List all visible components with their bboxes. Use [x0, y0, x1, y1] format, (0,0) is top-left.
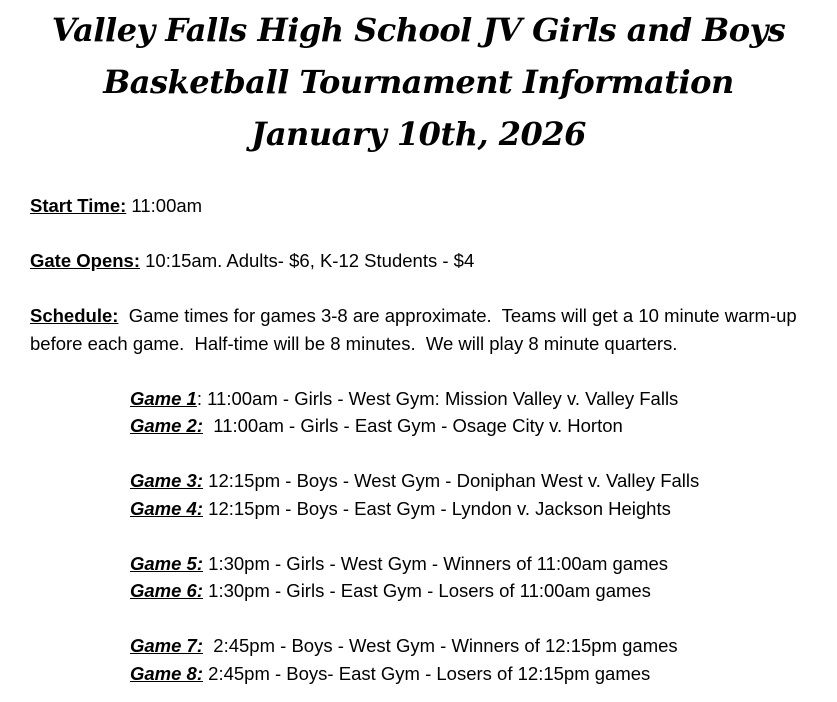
game-label: Game 5: — [130, 553, 204, 574]
start-time-label: Start Time: — [30, 195, 127, 216]
game-row-7 — [130, 632, 678, 660]
game-row-5 — [130, 550, 668, 578]
game-label: Game 1 — [130, 388, 197, 409]
gate-opens-value: 10:15am. Adults- $6, K-12 Students - $4 — [140, 250, 475, 271]
game-label: Game 6: — [130, 580, 204, 601]
game-row-6 — [130, 577, 651, 605]
game-details: 1:30pm - Girls - East Gym - Losers of 11:00am games — [203, 580, 651, 601]
game-row-2 — [130, 412, 623, 440]
schedule-text: Game times for games 3-8 are approximate. Teams will get a 10 minute warm-up before each game. Half-time will be 8 minutes. We will play 8 minute quarters. — [30, 305, 802, 354]
start-time-line — [30, 192, 810, 220]
title-line-1: Valley Falls High School JV Girls and Boys — [51, 11, 786, 49]
game-label: Game 7: — [130, 635, 204, 656]
game-label: Game 2: — [130, 415, 204, 436]
game-details: 2:45pm - Boys - West Gym - Winners of 12:15pm games — [203, 635, 678, 656]
game-label: Game 8: — [130, 663, 204, 684]
game-details: 12:15pm - Boys - West Gym - Doniphan West v. Valley Falls — [203, 470, 700, 491]
game-label: Game 3: — [130, 470, 204, 491]
game-row-8 — [130, 660, 650, 688]
game-details: 2:45pm - Boys- East Gym - Losers of 12:15pm games — [203, 663, 651, 684]
game-row-1 — [130, 385, 678, 413]
game-label: Game 4: — [130, 498, 204, 519]
schedule-paragraph — [30, 302, 810, 357]
schedule-label: Schedule: — [30, 305, 119, 326]
game-details: 1:30pm - Girls - West Gym - Winners of 11:00am games — [203, 553, 669, 574]
game-row-3 — [130, 467, 699, 495]
game-details: 12:15pm - Boys - East Gym - Lyndon v. Jackson Heights — [203, 498, 671, 519]
title-line-2: Basketball Tournament Information — [103, 63, 734, 101]
title-line-3: January 10th, 2026 — [251, 115, 586, 153]
game-details: 11:00am - Girls - East Gym - Osage City v. Horton — [203, 415, 623, 436]
game-details: : 11:00am - Girls - West Gym: Mission Valley v. Valley Falls — [196, 388, 679, 409]
gate-opens-label: Gate Opens: — [30, 250, 140, 271]
gate-opens-line — [30, 247, 810, 275]
start-time-value: 11:00am — [126, 195, 203, 216]
document-title — [0, 4, 837, 160]
game-row-4 — [130, 495, 671, 523]
